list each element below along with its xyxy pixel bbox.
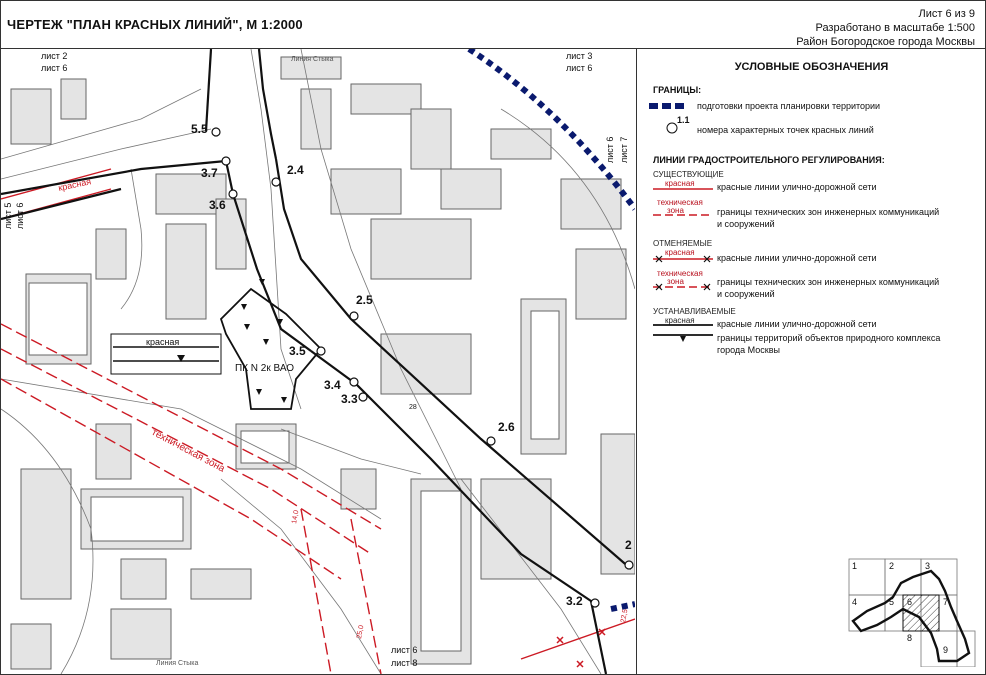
cancelled-caption: ОТМЕНЯЕМЫЕ	[653, 239, 713, 248]
legend-nature-1: границы территорий объектов природного комплекса	[717, 333, 941, 343]
svg-text:Линия Стыка: Линия Стыка	[156, 660, 199, 667]
svg-text:Линия Стыка: Линия Стыка	[291, 56, 334, 63]
point-3.4: 3.4	[324, 378, 341, 392]
pk-zone	[221, 289, 321, 409]
svg-text:6: 6	[907, 597, 913, 607]
svg-text:лист 3: лист 3	[566, 51, 593, 61]
svg-text:8: 8	[907, 633, 913, 643]
svg-text:лист 6: лист 6	[605, 136, 615, 163]
tech-zone-label: техническая зона	[149, 426, 227, 475]
svg-text:лист 5: лист 5	[3, 202, 13, 229]
point-3.3: 3.3	[341, 392, 358, 406]
legend-title: УСЛОВНЫЕ ОБОЗНАЧЕНИЯ	[734, 61, 889, 73]
boundary-sample	[649, 101, 693, 111]
legend-section-borders: ГРАНИЦЫ:	[653, 85, 702, 95]
legend-cancelled-red: красные линии улично-дорожной сети	[717, 253, 877, 263]
scale-note: Разработано в масштабе 1:500	[815, 22, 975, 34]
svg-text:14,0: 14,0	[291, 509, 301, 525]
established-caption: УСТАНАВЛИВАЕМЫЕ	[653, 307, 736, 316]
existing-caption: СУЩЕСТВУЮЩИЕ	[653, 170, 724, 179]
point-2.6: 2.6	[498, 420, 515, 434]
point-2.5: 2.5	[356, 293, 373, 307]
svg-text:лист 8: лист 8	[391, 658, 418, 668]
svg-text:лист 6: лист 6	[41, 63, 68, 73]
district-name: Район Богородское города Москвы	[796, 36, 975, 48]
header	[1, 1, 985, 49]
sheet-number: Лист 6 из 9	[918, 8, 975, 20]
point-3.5: 3.5	[289, 344, 306, 358]
point-3.6: 3.6	[209, 198, 226, 212]
svg-text:22,5: 22,5	[620, 608, 630, 624]
buildings	[11, 57, 635, 669]
svg-text:25,0: 25,0	[356, 624, 366, 640]
svg-text:лист 2: лист 2	[41, 51, 68, 61]
point-3.7: 3.7	[201, 166, 218, 180]
svg-text:1: 1	[852, 561, 858, 571]
legend-existing-tech-2: и сооружений	[717, 219, 775, 229]
legend-existing-red: красные линии улично-дорожной сети	[717, 182, 877, 192]
red-line-label: красная	[57, 176, 93, 193]
legend-section-lines: ЛИНИИ ГРАДОСТРОИТЕЛЬНОГО РЕГУЛИРОВАНИЯ:	[653, 155, 885, 165]
svg-text:лист 6: лист 6	[391, 645, 418, 655]
svg-text:4: 4	[852, 597, 858, 607]
svg-text:5: 5	[889, 597, 895, 607]
legend-established-red: красные линии улично-дорожной сети	[717, 319, 877, 329]
svg-text:9: 9	[943, 645, 949, 655]
legend-existing-tech-1: границы технических зон инженерных коммуникаций	[717, 207, 940, 217]
index-map	[847, 557, 977, 667]
inset-label: красная	[146, 337, 180, 347]
legend-planning-boundary: подготовки проекта планировки территории	[697, 101, 881, 111]
svg-text:лист 7: лист 7	[619, 136, 629, 163]
svg-text:2: 2	[889, 561, 895, 571]
legend-cancelled-tech-2: и сооружений	[717, 289, 775, 299]
point-2: 2	[625, 538, 632, 552]
svg-text:7: 7	[943, 597, 949, 607]
point-5.5: 5.5	[191, 122, 208, 136]
point-2.4: 2.4	[287, 163, 304, 177]
point-sample-text: 1.1	[677, 115, 690, 125]
svg-text:лист 6: лист 6	[15, 202, 25, 229]
map-svg	[1, 49, 635, 674]
legend-point-desc: номера характерных точек красных линий	[697, 125, 874, 135]
pk-label: ПК N 2к ВАО	[235, 363, 295, 374]
legend-panel: УСЛОВНЫЕ ОБОЗНАЧЕНИЯ ГРАНИЦЫ: подготовки проекта планировки территории 1.1 номера характерных точек красных линий ЛИНИИ ГРАДОСТРОИТЕЛЬНОГО РЕГУЛИРОВАНИЯ: СУЩЕСТВУЮЩИЕ красная красные линии улично-дорожной сети техническая зона границы технических зон инженерных коммуникаций и сооружений ОТМЕНЯЕМЫЕ красная красные линии улично-дорожной сети техническая зона границы технических зон инженерных коммуникаций и сооружений УСТАНАВЛИВАЕМЫЕ красная красные линии улично-дорожной сети границы территорий объектов природного комплекса города Москвы 1 2 3 4 5 6 7 8 9	[636, 49, 986, 674]
legend-cancelled-tech-1: границы технических зон инженерных коммуникаций	[717, 277, 940, 287]
planning-boundary-2	[611, 604, 635, 609]
point-3.2: 3.2	[566, 594, 583, 608]
svg-text:лист 6: лист 6	[566, 63, 593, 73]
svg-text:28: 28	[409, 404, 417, 411]
header-info	[796, 7, 975, 49]
legend-nature-2: города Москвы	[717, 345, 780, 355]
drawing-title: ЧЕРТЕЖ "ПЛАН КРАСНЫХ ЛИНИЙ", М 1:2000	[7, 17, 303, 32]
svg-text:3: 3	[925, 561, 931, 571]
map-area[interactable]	[1, 49, 635, 674]
